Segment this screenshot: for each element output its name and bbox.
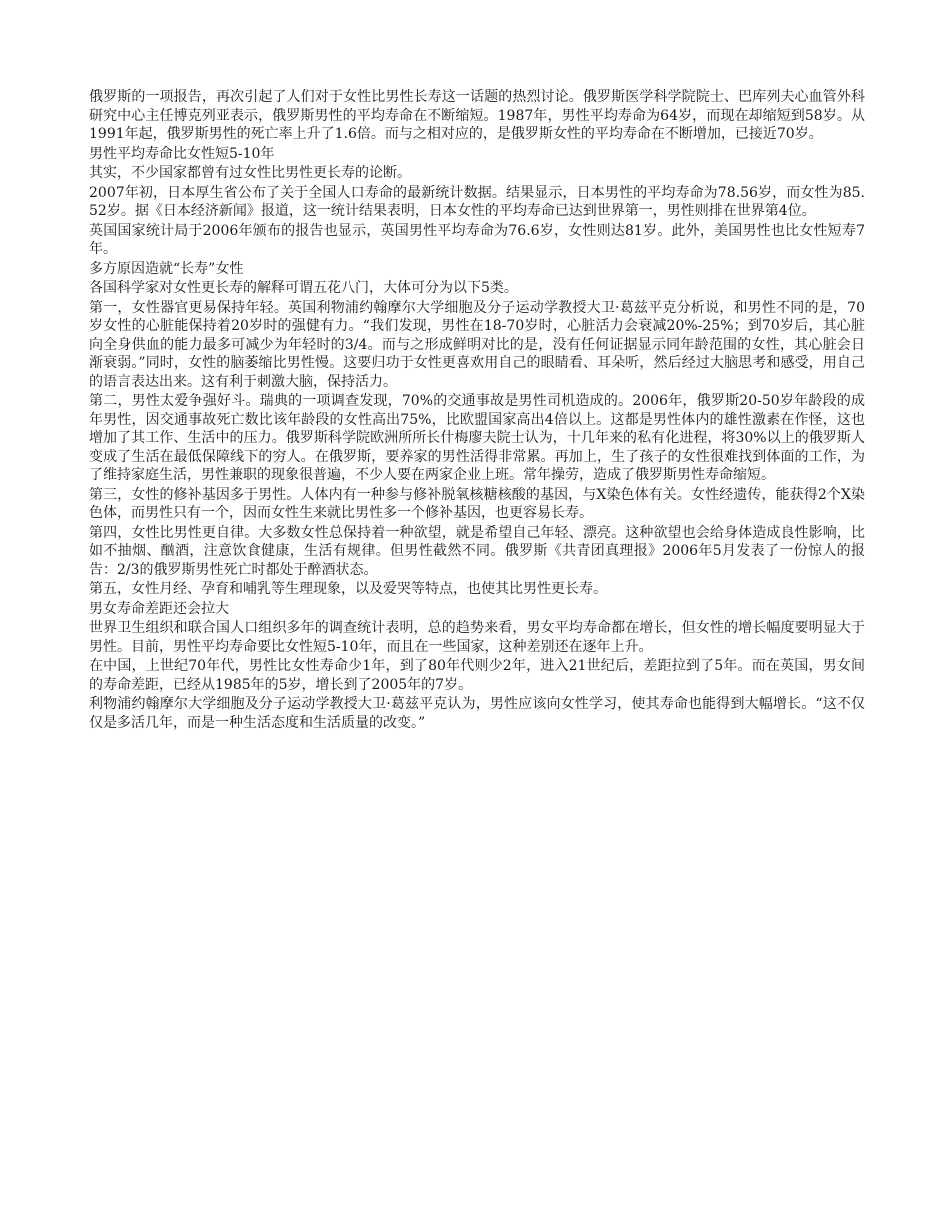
paragraph-reason-5: 第五，女性月经、孕育和哺乳等生理现象，以及爱哭等特点，也使其比男性更长寿。 <box>89 581 607 597</box>
paragraph-reasons-intro: 各国科学家对女性更长寿的解释可谓五花八门，大体可分为以下5类。 <box>89 280 518 296</box>
paragraph-reason-1: 第一，女性器官更易保持年轻。英国利物浦约翰摩尔大学细胞及分子运动学教授大卫·葛兹平克分析说，和男性不同的是，70岁女性的心脏能保持着20岁时的强健有力。“我们发现，男性在18-70岁时，心脏活力会衰减20%-25%；到70岁后，其心脏向全身供血的能力最多可减少为年轻时的3/4。而与之形成鲜明对比的是，没有任何证据显示同年龄范围的女性，其心脏会日渐衰弱。”同时，女性的脑萎缩比男性慢。这要归功于女性更喜欢用自己的眼睛看、耳朵听，然后经过大脑思考和感受，用自己的语言表达出来。这有利于刺激大脑，保持活力。 <box>89 299 865 390</box>
paragraph-who-statistics: 世界卫生组织和联合国人口组织多年的调查统计表明，总的趋势来看，男女平均寿命都在增长，但女性的增长幅度要明显大于男性。目前，男性平均寿命要比女性短5-10年，而且在一些国家，这种差别还在逐年上升。 <box>89 620 865 655</box>
paragraph-uk: 英国国家统计局于2006年颁布的报告也显示，英国男性平均寿命为76.6岁，女性则达81岁。此外，美国男性也比女性短寿7年。 <box>89 222 865 257</box>
section-heading-reasons: 多方原因造就“长寿”女性 <box>89 260 244 277</box>
paragraph-conclusion: 利物浦约翰摩尔大学细胞及分子运动学教授大卫·葛兹平克认为，男性应该向女性学习，使其寿命也能得到大幅增长。“这不仅仅是多活几年，而是一种生活态度和生活质量的改变。” <box>89 696 865 731</box>
paragraph-reason-2: 第二，男性太爱争强好斗。瑞典的一项调查发现，70%的交通事故是男性司机造成的。2006年，俄罗斯20-50岁年龄段的成年男性，因交通事故死亡数比该年龄段的女性高出75%，比欧盟国家高出4倍以上。这都是男性体内的雄性激素在作怪，这也增加了其工作、生活中的压力。俄罗斯科学院欧洲所所长什梅廖夫院士认为，十几年来的私有化进程，将30%以上的俄罗斯人变成了生活在最低保障线下的穷人。在俄罗斯，要养家的男性活得非常累。再加上，生了孩子的女性很难找到体面的工作，为了维持家庭生活，男性兼职的现象很普遍，不少人要在两家企业上班。常年操劳，造成了俄罗斯男性寿命缩短。 <box>89 393 865 483</box>
paragraph-intro: 俄罗斯的一项报告，再次引起了人们对于女性比男性长寿这一话题的热烈讨论。俄罗斯医学科学院院士、巴库列夫心血管外科研究中心主任博克列亚表示，俄罗斯男性的平均寿命在不断缩短。1987年，男性平均寿命为64岁，而现在却缩短到58岁。从1991年起，俄罗斯男性的死亡率上升了1.6倍。而与之相对应的，是俄罗斯女性的平均寿命在不断增加，已接近70岁。 <box>89 89 865 142</box>
paragraph-reason-3: 第三，女性的修补基因多于男性。人体内有一种参与修补脱氧核糖核酸的基因，与X染色体有关。女性经遗传，能获得2个X染色体，而男性只有一个，因而女性生来就比男性多一个修补基因，也更容易长寿。 <box>89 486 865 521</box>
document-body <box>89 88 865 733</box>
paragraph-china-uk: 在中国，上世纪70年代，男性比女性寿命少1年，到了80年代则少2年，进入21世纪后，差距拉到了5年。而在英国，男女间的寿命差距，已经从1985年的5岁，增长到了2005年的7岁。 <box>89 658 865 693</box>
section-heading-gap-widening: 男女寿命差距还会拉大 <box>89 600 229 617</box>
paragraph-reason-4: 第四，女性比男性更自律。大多数女性总保持着一种欲望，就是希望自己年轻、漂亮。这种欲望也会给身体造成良性影响，比如不抽烟、酗酒，注意饮食健康，生活有规律。但男性截然不同。俄罗斯《共青团真理报》2006年5月发表了一份惊人的报告：2/3的俄罗斯男性死亡时都处于醉酒状态。 <box>89 524 865 578</box>
paragraph-japan: 2007年初，日本厚生省公布了关于全国人口寿命的最新统计数据。结果显示，日本男性的平均寿命为78.56岁，而女性为85.52岁。据《日本经济新闻》报道，这一统计结果表明，日本女性的平均寿命已达到世界第一，男性则排在世界第4位。 <box>89 184 865 219</box>
paragraph-countries: 其实，不少国家都曾有过女性比男性更长寿的论断。 <box>89 165 411 181</box>
section-heading-lifespan-gap: 男性平均寿命比女性短5-10年 <box>89 145 275 162</box>
